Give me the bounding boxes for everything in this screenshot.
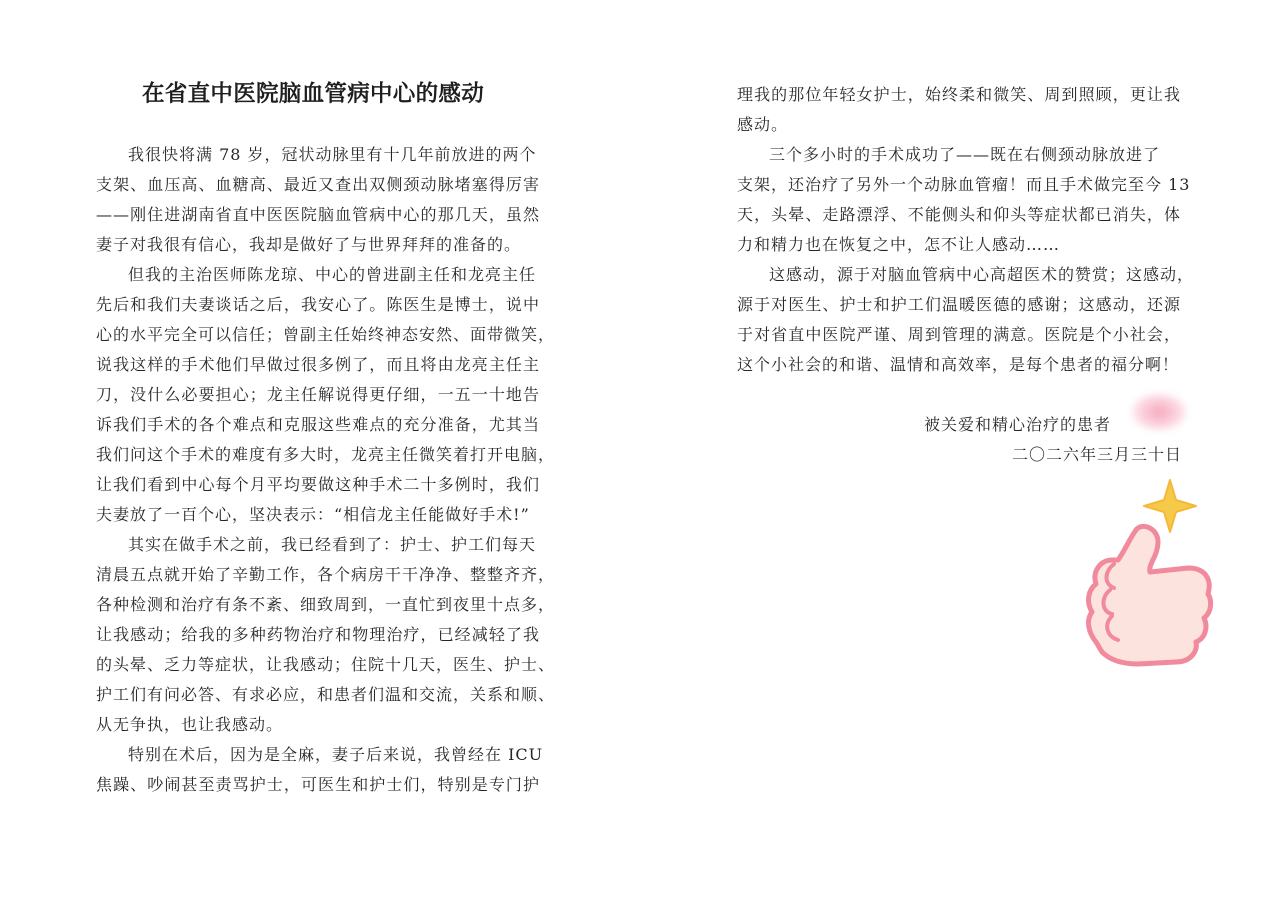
paragraph-line: 但我的主治医师陈龙琼、中心的曾进副主任和龙亮主任 <box>128 265 537 284</box>
paragraph-line: 这感动，源于对脑血管病中心高超医术的赞赏；这感动， <box>769 265 1195 284</box>
paragraph-line: 理我的那位年轻女护士，始终柔和微笑、周到照顾，更让我 <box>737 85 1181 104</box>
paragraph-line: 力和精力也在恢复之中，怎不让人感动…… <box>737 235 1061 254</box>
paragraph-line: 说我这样的手术他们早做过很多例了，而且将由龙亮主任主 <box>96 355 540 374</box>
paragraph-line: 我们问这个手术的难度有多大时，龙亮主任微笑着打开电脑， <box>96 445 556 464</box>
document-title: 在省直中医院脑血管病中心的感动 <box>142 81 485 107</box>
thumbs-up-icon <box>1078 472 1228 672</box>
signature: 被关爱和精心治疗的患者 <box>924 415 1112 434</box>
paragraph-line: 从无争执，也让我感动。 <box>96 715 284 734</box>
paragraph-line: 刀，没什么必要担心；龙主任解说得更仔细，一五一十地告 <box>96 385 540 404</box>
paragraph-line: 夫妻放了一百个心，坚决表示：“相信龙主任能做好手术!” <box>96 505 530 524</box>
paragraph-line: 让我感动；给我的多种药物治疗和物理治疗，已经减轻了我 <box>96 625 540 644</box>
paragraph-line: 支架，还治疗了另外一个动脉血管瘤！而且手术做完至今 13 <box>737 175 1191 194</box>
paragraph-line: 三个多小时的手术成功了——既在右侧颈动脉放进了 <box>769 145 1161 164</box>
paragraph-line: 妻子对我很有信心，我却是做好了与世界拜拜的准备的。 <box>96 235 522 254</box>
paragraph-line: 我很快将满 78 岁，冠状动脉里有十几年前放进的两个 <box>128 145 537 164</box>
paragraph-line: 支架、血压高、血糖高、最近又查出双侧颈动脉堵塞得厉害 <box>96 175 540 194</box>
paragraph-line: 感动。 <box>737 115 789 134</box>
date: 二〇二六年三月三十日 <box>1012 445 1183 464</box>
paragraph-line: 诉我们手术的各个难点和克服这些难点的充分准备，尤其当 <box>96 415 540 434</box>
paragraph-line: ——刚住进湖南省直中医医院脑血管病中心的那几天，虽然 <box>96 205 540 224</box>
paragraph-line: 于对省直中医院严谨、周到管理的满意。医院是个小社会， <box>737 325 1181 344</box>
paragraph-line: 特别在术后，因为是全麻，妻子后来说，我曾经在 ICU <box>128 745 544 764</box>
sparkle-icon <box>1144 480 1196 532</box>
paragraph-line: 的头晕、乏力等症状，让我感动；住院十几天，医生、护士、 <box>96 655 556 674</box>
paragraph-line: 其实在做手术之前，我已经看到了：护士、护工们每天 <box>128 535 537 554</box>
paragraph-line: 各种检测和治疗有条不紊、细致周到，一直忙到夜里十点多， <box>96 595 556 614</box>
paragraph-line: 心的水平完全可以信任；曾副主任始终神态安然、面带微笑， <box>96 325 556 344</box>
paragraph-line: 源于对医生、护士和护工们温暖医德的感谢；这感动，还源 <box>737 295 1181 314</box>
paragraph-line: 焦躁、吵闹甚至责骂护士，可医生和护士们，特别是专门护 <box>96 775 540 794</box>
paragraph-line: 先后和我们夫妻谈话之后，我安心了。陈医生是博士，说中 <box>96 295 540 314</box>
paragraph-line: 让我们看到中心每个月平均要做这种手术二十多例时，我们 <box>96 475 540 494</box>
paragraph-line: 这个小社会的和谐、温情和高效率，是每个患者的福分啊！ <box>737 355 1180 374</box>
paragraph-line: 清晨五点就开始了辛勤工作，各个病房干干净净、整整齐齐， <box>96 565 556 584</box>
blurred-name-mark <box>1130 392 1188 432</box>
paragraph-line: 天，头晕、走路漂浮、不能侧头和仰头等症状都已消失，体 <box>737 205 1181 224</box>
paragraph-line: 护工们有问必答、有求必应，和患者们温和交流，关系和顺、 <box>96 685 556 704</box>
